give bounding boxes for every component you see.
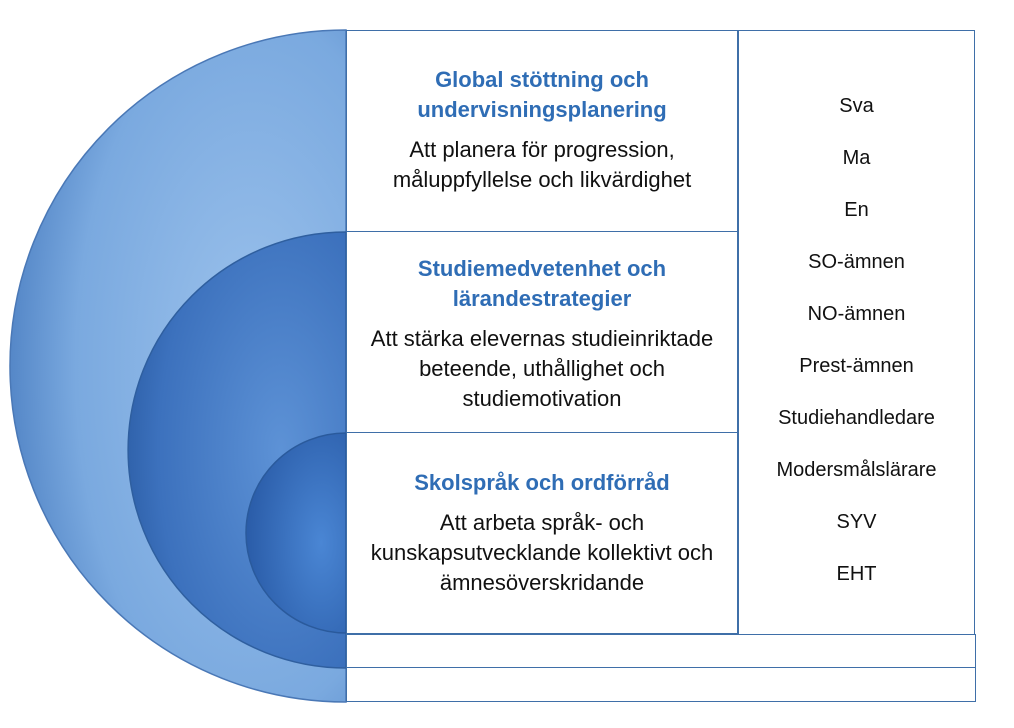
role-item: Ma bbox=[842, 147, 871, 169]
empty-row-1 bbox=[346, 634, 976, 668]
layer-title: Global stöttning och undervisningsplanering bbox=[417, 67, 667, 122]
role-item: Modersmålslärare bbox=[776, 459, 937, 481]
layer-description: Att planera för progression, måluppfyllelse och likvärdighet bbox=[392, 137, 692, 192]
role-item: SYV bbox=[836, 511, 877, 533]
role-item: Studiehandledare bbox=[778, 407, 935, 429]
roles-list bbox=[738, 30, 975, 635]
role-item: EHT bbox=[836, 563, 877, 585]
layer-block-study-awareness bbox=[346, 231, 738, 433]
layer-block-school-language bbox=[346, 432, 738, 634]
layer-description: Att stärka elevernas studieinriktade beteende, uthållighet och studiemotivation bbox=[370, 326, 714, 411]
role-item: NO-ämnen bbox=[807, 303, 906, 325]
layer-title: Studiemedvetenhet och lärandestrategier bbox=[417, 256, 667, 311]
role-item: En bbox=[844, 199, 869, 221]
layer-title: Skolspråk och ordförråd bbox=[414, 470, 670, 495]
role-item: Prest-ämnen bbox=[799, 355, 914, 377]
empty-row-2 bbox=[346, 667, 976, 702]
layer-block-global bbox=[346, 30, 738, 232]
role-item: SO-ämnen bbox=[808, 251, 905, 273]
layer-description: Att arbeta språk- och kunskapsutvecklande kollektivt och ämnesöverskridande bbox=[370, 510, 714, 595]
role-item: Sva bbox=[839, 95, 874, 117]
